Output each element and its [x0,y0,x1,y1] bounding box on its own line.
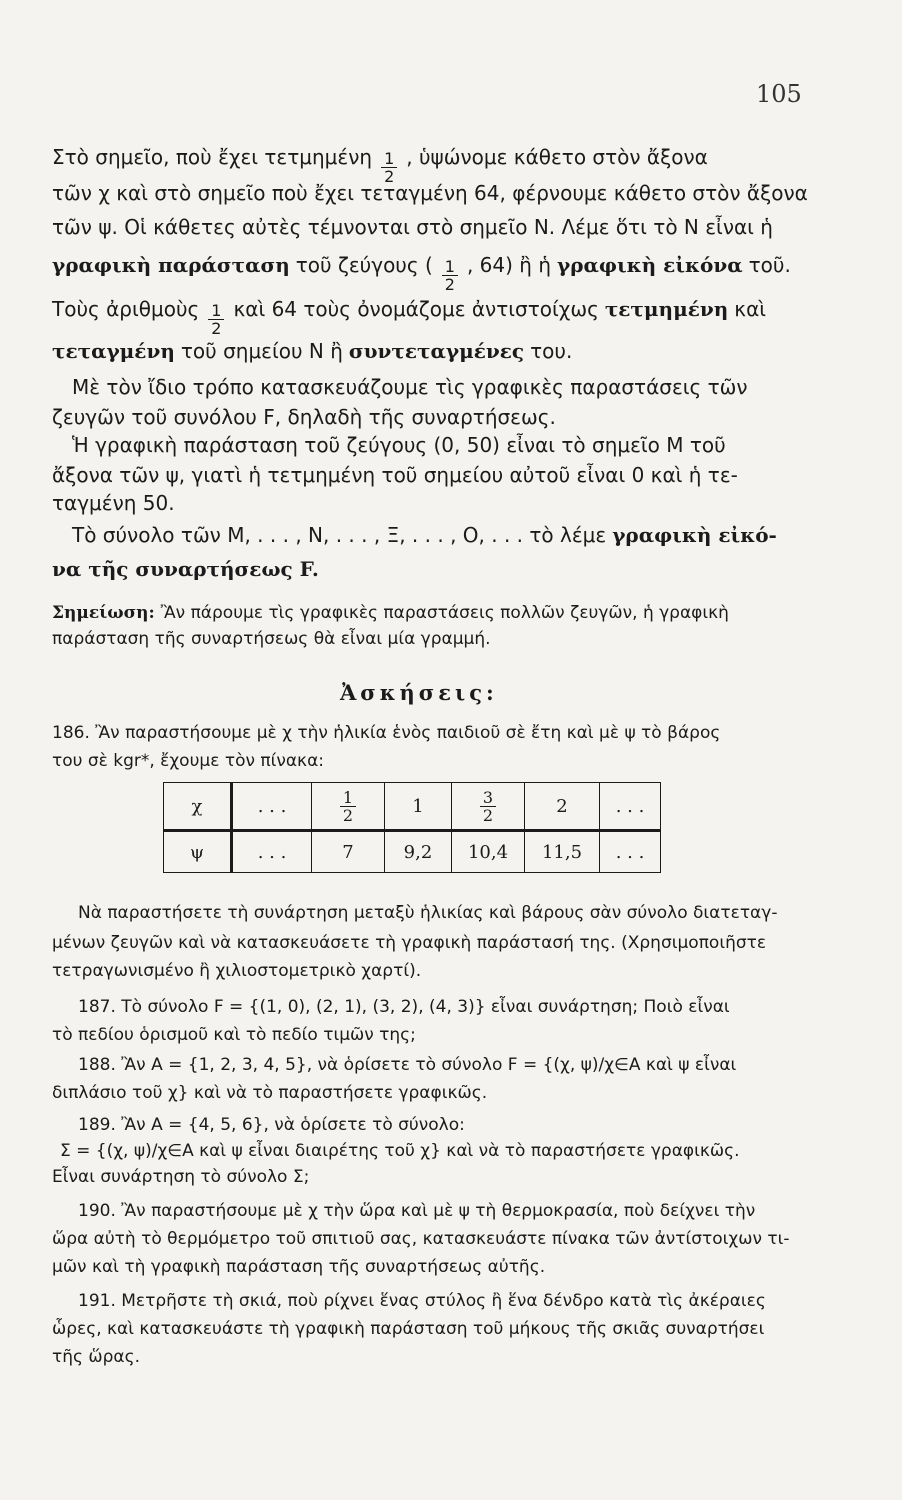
bold-term: γραφικὴ εἰκόνα [557,253,743,277]
para1-line4 [52,252,812,293]
para4-line1 [72,522,832,548]
bold-term: γραφικὴ εἰκό- [612,523,777,547]
fraction [340,789,356,824]
text: τετραγωνισμένο ἢ χιλιοστομετρικὸ χαρτί). [52,961,422,981]
para4-line2 [52,556,812,582]
cell-y: 9,2 [385,831,452,873]
values-table [163,782,661,873]
text: μένων ζευγῶν καὶ νὰ κατασκευάσετε τὴ γραφικὴ παράστασή της. (Χρησιμοποιῆστε [52,933,767,953]
cell-x-two: 2 [525,783,600,831]
fraction-den: 2 [342,805,354,825]
text: τῶν χ καὶ στὸ σημεῖο ποὺ ἔχει τεταγμένη 64, φέρνουμε κάθετο στὸν ἄξονα [52,181,808,205]
text: τὸ πεδίου ὁρισμοῦ καὶ τὸ πεδίο τιμῶν της; [52,1025,416,1045]
cell-ellipsis: . . . [232,831,312,873]
cell-x-one: 1 [385,783,452,831]
fraction [480,789,496,824]
text: , 64) ἢ ἡ [466,253,552,277]
text: ἄξονα τῶν ψ, γιατὶ ἡ τετμημένη τοῦ σημείου αὐτοῦ εἶναι 0 καὶ ἡ τε- [52,463,738,487]
text: Σ = {(χ, ψ)/χ∈Α καὶ ψ εἶναι διαιρέτης τοῦ χ} καὶ νὰ τὸ παραστήσετε γραφικῶς. [60,1141,740,1161]
text: Εἶναι συνάρτηση τὸ σύνολο Σ; [52,1167,310,1187]
fraction-num: 1 [381,150,397,168]
ex187-line2 [52,1022,812,1048]
text: 190. Ἂν παραστήσουμε μὲ χ τὴν ὥρα καὶ μὲ ψ τὴ θερμοκρασία, ποὺ δείχνει τὴν [78,1201,756,1221]
text: τῆς ὥρας. [52,1347,141,1367]
bold-term: τετμημένη [604,297,729,321]
fraction-den: 2 [384,167,395,186]
fraction-num: 3 [480,789,496,807]
exercises-heading: Ἀσκήσεις: [340,680,498,705]
ex191-line1 [78,1288,812,1314]
text: του σὲ kgr*, ἔχουμε τὸν πίνακα: [52,751,325,771]
text: Τοὺς ἀριθμοὺς [52,297,200,321]
fraction-num: 1 [340,789,356,807]
cell-x-threehalf [452,783,525,831]
ex189-line1 [78,1112,838,1138]
note-label: Σημείωση: [52,603,155,623]
text: τῶν ψ. Οἱ κάθετες αὐτὲς τέμνονται στὸ σημεῖο Ν. Λέμε ὅτι τὸ Ν εἶναι ἡ [52,215,773,239]
table-row-y [164,831,661,873]
ex189-line2 [60,1138,812,1164]
note-line2 [52,626,812,652]
para1-line3 [52,214,812,240]
fraction-den: 2 [211,319,222,338]
text: ὥρα αὐτὴ τὸ θερμόμετρο τοῦ σπιτιοῦ σας, κατασκευάστε πίνακα τῶν ἀντίστοιχων τι- [52,1229,790,1249]
fraction-num: 1 [208,302,224,320]
text: παράσταση τῆς συναρτήσεως θὰ εἶναι μία γραμμή. [52,629,491,649]
ex188-line2 [52,1080,812,1106]
text: Στὸ σημεῖο, ποὺ ἔχει τετμημένη [52,145,373,169]
cell-ellipsis: . . . [600,783,661,831]
ex190-line1 [78,1198,812,1224]
para1-line5 [52,296,812,337]
text: Τὸ σύνολο τῶν Μ, . . . , Ν, . . . , Ξ, . . . , Ο, . . . τὸ λέμε [72,523,607,547]
ex186-line1 [52,720,812,746]
header-y: ψ [164,831,232,873]
text: 191. Μετρῆστε τὴ σκιά, ποὺ ρίχνει ἕνας στύλος ἢ ἕνα δένδρο κατὰ τὶς ἀκέραιες [78,1291,766,1311]
fraction-half [208,302,224,337]
ex186-line5 [52,958,812,984]
ex186-line4 [52,930,812,956]
bold-term: να τῆς συναρτήσεως F. [52,557,319,581]
ex190-line2 [52,1226,812,1252]
para1-line1 [52,144,812,185]
cell-y: 10,4 [452,831,525,873]
para2-line2 [52,404,812,430]
text: μῶν καὶ τὴ γραφικὴ παράσταση τῆς συναρτήσεως αὐτῆς. [52,1257,546,1277]
ex186-line2 [52,748,812,774]
table-row-x [164,783,661,831]
fraction-den: 2 [482,805,494,825]
para1-line2 [52,180,812,206]
header-x: χ [164,783,232,831]
cell-ellipsis: . . . [232,783,312,831]
bold-term: τεταγμένη [52,339,175,363]
text: καὶ [734,297,767,321]
text: τοῦ ζεύγους ( [295,253,433,277]
text: του. [530,339,573,363]
text: 189. Ἂν Α = {4, 5, 6}, νὰ ὁρίσετε τὸ σύνολο: [78,1115,465,1135]
text: ζευγῶν τοῦ συνόλου F, δηλαδὴ τῆς συναρτήσεως. [52,405,556,429]
text: τοῦ σημείου Ν ἢ [180,339,343,363]
text: καὶ 64 τοὺς ὀνομάζομε ἀντιστοίχως [233,297,599,321]
text: ὧρες, καὶ κατασκευάστε τὴ γραφικὴ παράσταση τοῦ μήκους τῆς σκιᾶς συναρτήσει [52,1319,765,1339]
text: 187. Τὸ σύνολο F = {(1, 0), (2, 1), (3, 2), (4, 3)} εἶναι συνάρτηση; Ποιὸ εἶναι [78,997,730,1017]
text: τοῦ. [748,253,791,277]
text: Μὲ τὸν ἴδιο τρόπο κατασκευάζουμε τὶς γραφικὲς παραστάσεις τῶν [72,375,748,399]
para2-line1 [72,374,832,400]
fraction-half [442,258,458,293]
fraction-num: 1 [442,258,458,276]
para3-line2 [52,462,812,488]
text: , ὑψώνομε κάθετο στὸν ἄξονα [406,145,708,169]
ex189-line3 [52,1164,812,1190]
para1-line6 [52,338,812,364]
ex188-line1 [78,1052,812,1078]
text: 188. Ἂν Α = {1, 2, 3, 4, 5}, νὰ ὁρίσετε τὸ σύνολο F = {(χ, ψ)/χ∈Α καὶ ψ εἶναι [78,1055,737,1075]
para3-line3 [52,490,812,516]
text: Ἡ γραφικὴ παράσταση τοῦ ζεύγους (0, 50) εἶναι τὸ σημεῖο Μ τοῦ [72,433,726,457]
cell-y: 7 [312,831,385,873]
page-number: 105 [756,80,802,108]
text: Ἂν πάρουμε τὶς γραφικὲς παραστάσεις πολλῶν ζευγῶν, ἡ γραφικὴ [160,603,729,623]
para3-line1 [72,432,832,458]
cell-ellipsis: . . . [600,831,661,873]
note-line1 [52,600,812,626]
bold-term: συντεταγμένες [348,339,525,363]
cell-x-half [312,783,385,831]
ex191-line3 [52,1344,812,1370]
ex190-line3 [52,1254,812,1280]
ex191-line2 [52,1316,812,1342]
ex186-line3 [78,900,838,926]
text: Νὰ παραστήσετε τὴ συνάρτηση μεταξὺ ἡλικίας καὶ βάρους σὰν σύνολο διατεταγ- [78,903,778,923]
text: ταγμένη 50. [52,491,175,515]
bold-term: γραφικὴ παράσταση [52,253,290,277]
ex187-line1 [78,994,812,1020]
text: διπλάσιο τοῦ χ} καὶ νὰ τὸ παραστήσετε γραφικῶς. [52,1083,488,1103]
fraction-den: 2 [444,275,455,294]
cell-y: 11,5 [525,831,600,873]
text: 186. Ἂν παραστήσουμε μὲ χ τὴν ἡλικία ἑνὸς παιδιοῦ σὲ ἔτη καὶ μὲ ψ τὸ βάρος [52,723,721,743]
